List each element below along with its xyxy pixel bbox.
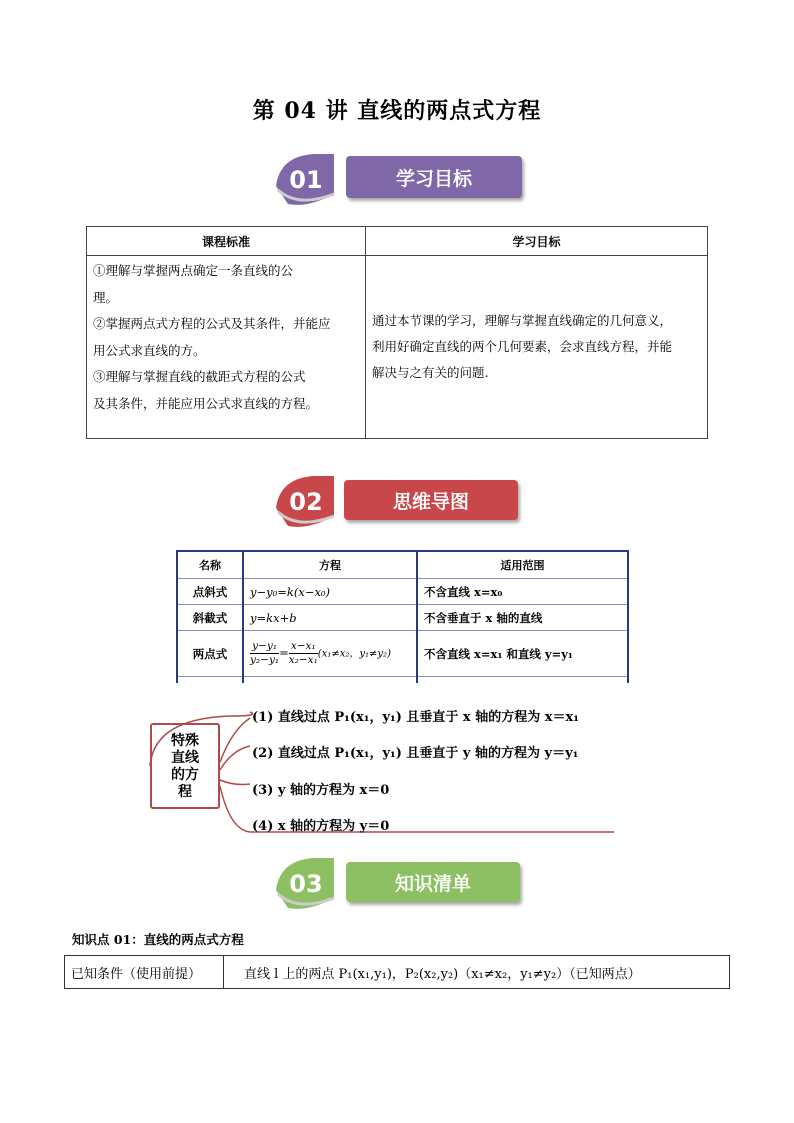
goals-header-goal: 学习目标 bbox=[366, 227, 708, 256]
box-label-line: 程 bbox=[178, 784, 192, 800]
goal-line: 利用好确定直线的两个几何要素，会求直线方程，并能 bbox=[372, 339, 673, 354]
fraction-x: $\frac{\text{x−x₁}}{\text{x₂−x₁}}$ bbox=[288, 640, 318, 666]
goal-line: 解决与之有关的问题. bbox=[372, 365, 489, 380]
condition-value: 直线 l 上的两点 P₁(x₁,y₁)，P₂(x₂,y₂)（x₁≠x₂，y₁≠y₂）（已知两点） bbox=[224, 956, 730, 989]
form-equation: y=kx+b bbox=[243, 605, 417, 631]
line-forms-table bbox=[176, 550, 629, 683]
form-range: 不含直线 x=x₁ 和直线 y=y₁ bbox=[417, 631, 628, 677]
table-row bbox=[177, 631, 628, 677]
standard-line: 及其条件，并能应用公式求直线的方程。 bbox=[93, 395, 319, 411]
form-range: 不含直线 x=x₀ bbox=[417, 579, 628, 605]
form-name: 斜截式 bbox=[177, 605, 243, 631]
standard-line: ②掌握两点式方程的公式及其条件，并能应 bbox=[93, 316, 331, 331]
col-name-header: 名称 bbox=[177, 551, 243, 579]
section-label: 知识清单 bbox=[346, 862, 520, 902]
col-equation-header: 方程 bbox=[243, 551, 417, 579]
form-name: 两点式 bbox=[177, 631, 243, 677]
table-row bbox=[177, 579, 628, 605]
goals-cell bbox=[366, 256, 708, 439]
box-label-line: 特殊 bbox=[171, 733, 199, 749]
special-line-item: (3) y 轴的方程为 x＝0 bbox=[252, 783, 390, 798]
col-range-header: 适用范围 bbox=[417, 551, 628, 579]
section-label: 学习目标 bbox=[346, 156, 522, 198]
goals-table bbox=[86, 226, 708, 439]
form-equation: $\frac{\text{y−y₁}}{\text{y₂−y₁}}$ = $\frac{\text{x−x₁}}{\text{x₂−x₁}}$ (x₁≠x₂，y₁≠y₂) bbox=[243, 631, 417, 677]
section-header-03 bbox=[268, 852, 528, 916]
knowledge-table bbox=[64, 955, 730, 989]
box-label-line: 直线 bbox=[171, 750, 199, 766]
form-equation: y−y₀=k(x−x₀) bbox=[243, 579, 417, 605]
goals-header-standard: 课程标准 bbox=[87, 227, 366, 256]
section-label: 思维导图 bbox=[344, 480, 518, 520]
page-title: 第 04 讲 直线的两点式方程 bbox=[252, 98, 542, 124]
standard-line: 理。 bbox=[93, 289, 119, 305]
standard-line: 用公式求直线的方。 bbox=[93, 342, 206, 358]
standard-line: ①理解与掌握两点确定一条直线的公 bbox=[93, 263, 294, 278]
special-line-item: (4) x 轴的方程为 y＝0 bbox=[252, 819, 390, 834]
section-number: 02 bbox=[289, 488, 323, 516]
condition-label: 已知条件（使用前提） bbox=[65, 956, 224, 989]
goal-line: 通过本节课的学习，理解与掌握直线确定的几何意义， bbox=[372, 313, 673, 328]
table-row bbox=[65, 956, 730, 989]
knowledge-point-title: 知识点 01：直线的两点式方程 bbox=[72, 932, 244, 947]
standard-line: ③理解与掌握直线的截距式方程的公式 bbox=[93, 369, 306, 384]
table-row bbox=[177, 605, 628, 631]
standards-cell bbox=[87, 256, 366, 439]
special-line-item: (2) 直线过点 P₁(x₁，y₁) 且垂直于 y 轴的方程为 y＝y₁ bbox=[252, 746, 579, 761]
form-range: 不含垂直于 x 轴的直线 bbox=[417, 605, 628, 631]
section-number: 01 bbox=[289, 166, 323, 194]
section-header-01 bbox=[268, 148, 528, 212]
special-line-item: (1) 直线过点 P₁(x₁，y₁) 且垂直于 x 轴的方程为 x＝x₁ bbox=[252, 710, 579, 725]
fraction-y: $\frac{\text{y−y₁}}{\text{y₂−y₁}}$ bbox=[250, 640, 280, 666]
special-lines-box bbox=[150, 723, 220, 809]
section-header-02 bbox=[268, 470, 528, 534]
section-number: 03 bbox=[289, 870, 323, 898]
box-label-line: 的方 bbox=[171, 767, 199, 783]
form-name: 点斜式 bbox=[177, 579, 243, 605]
